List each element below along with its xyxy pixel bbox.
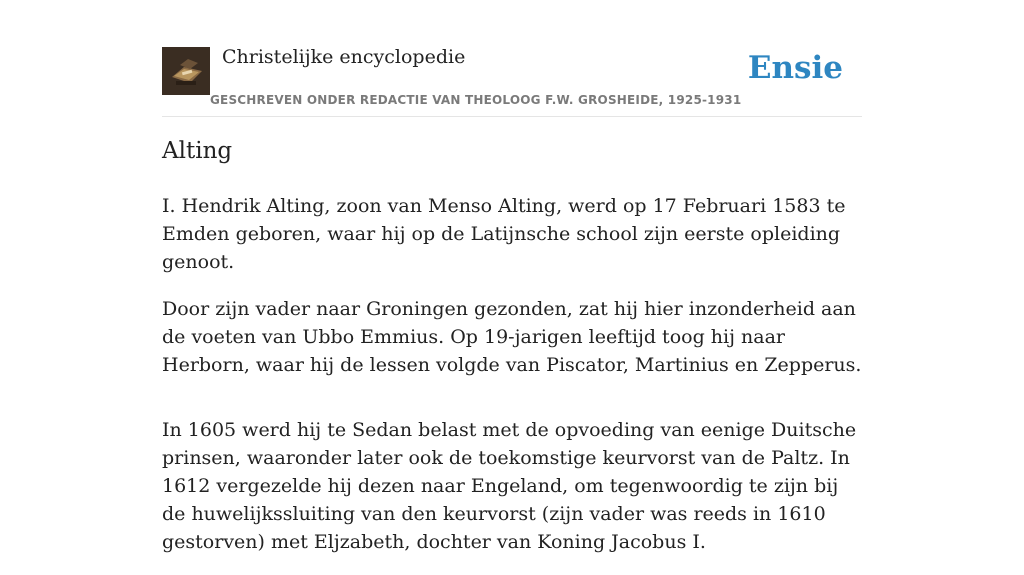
source-title[interactable]: Christelijke encyclopedie <box>222 46 466 68</box>
source-subtitle: GESCHREVEN ONDER REDACTIE VAN THEOLOOG F.W. GROSHEIDE, 1925-1931 <box>210 93 742 107</box>
article-title: Alting <box>162 138 233 164</box>
article-paragraph: In 1605 werd hij te Sedan belast met de opvoeding van eenige Duitsche prinsen, waaronder later ook de toekomstige keurvorst van de Paltz. In 1612 vergezelde hij dezen naar Engeland, om tegenwoordig te zijn bij de huwelijkssluiting van den keurvorst (zijn vader was reeds in 1610 gestorven) met Eljzabeth, dochter van Koning Jacobus I. <box>162 419 857 553</box>
article-paragraph: I. Hendrik Alting, zoon van Menso Alting, werd op 17 Februari 1583 te Emden geboren, waar hij op de Latijnsche school zijn eerste opleiding genoot. <box>162 195 846 273</box>
source-avatar-book-photo-icon[interactable] <box>162 47 210 95</box>
source-header <box>162 46 862 117</box>
ensie-logo[interactable]: Ensie <box>747 50 843 86</box>
article-body <box>162 192 867 575</box>
article-paragraph: Door zijn vader naar Groningen gezonden, zat hij hier inzonderheid aan de voeten van Ubbo Emmius. Op 19-jarigen leeftijd toog hij naar Herborn, waar hij de lessen volgde van Piscator, Martinius en Zepperus. <box>162 298 862 376</box>
